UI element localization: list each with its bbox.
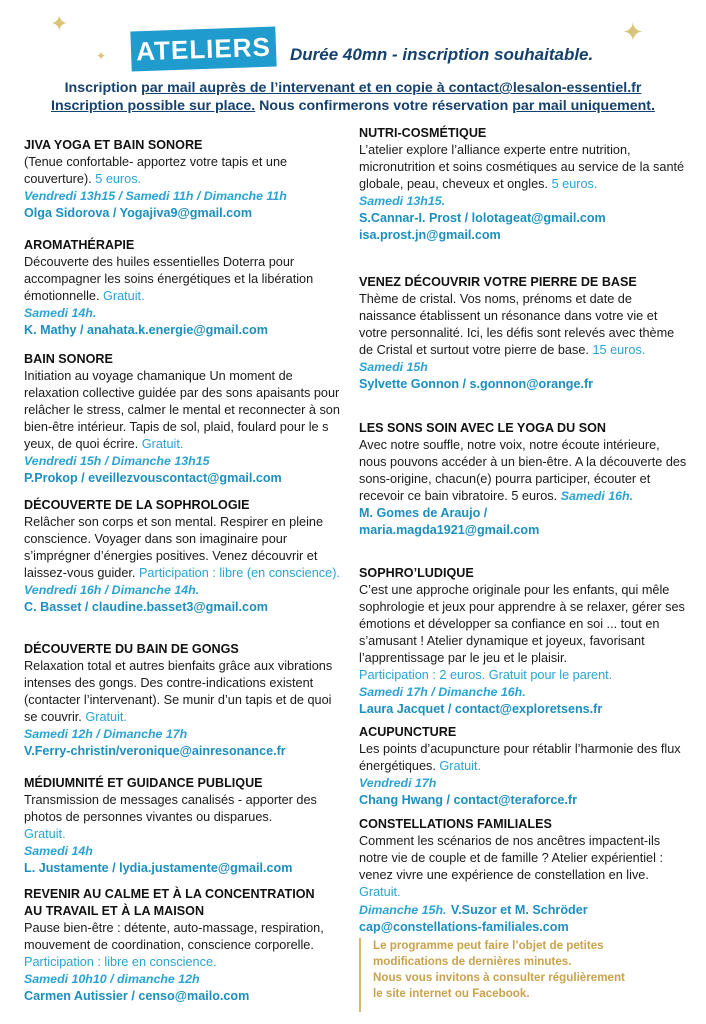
workshop-schedule: Samedi 13h15. <box>359 194 446 208</box>
workshop-contact[interactable]: Laura Jacquet / contact@exploretsens.fr <box>359 702 603 716</box>
workshop-jiva-yoga <box>24 137 346 222</box>
workshop-schedule: Samedi 15h <box>359 360 428 374</box>
workshop-price: Gratuit. <box>85 710 127 724</box>
intro-line-2: Inscription possible sur place. Nous confirmerons votre réservation par mail uniquement. <box>51 98 655 114</box>
workshop-price: Gratuit. <box>141 437 184 451</box>
workshop-contact[interactable]: cap@constellations-familiales.com <box>359 920 569 934</box>
workshop-title-line-2: AU TRAVAIL ET À LA MAISON <box>24 904 205 918</box>
workshop-description: Comment les scénarios de nos ancêtres impactent-ils notre vie de couple et de famille ? Atelier expérientiel : venez vivre une expérience de constellation en live. <box>359 834 663 882</box>
workshop-price: Gratuit. <box>24 827 66 841</box>
workshop-contact[interactable]: M. Gomes de Araujo / <box>359 506 488 520</box>
workshop-contact[interactable]: Carmen Autissier / censo@mailo.com <box>24 989 250 1003</box>
workshop-contact[interactable]: L. Justamente / lydia.justamente@gmail.com <box>24 861 293 875</box>
workshop-sophroludique <box>359 565 689 718</box>
workshop-schedule: Dimanche 15h. <box>359 903 447 917</box>
workshop-title: LES SONS SOIN AVEC LE YOGA DU SON <box>359 421 607 435</box>
workshop-description: Transmission de messages canalisés - apporter des photos de personnes vivantes ou disparues. <box>24 793 317 824</box>
workshop-description: (Tenue confortable- apportez votre tapis et une couverture). <box>24 155 288 186</box>
workshop-schedule: Vendredi 17h <box>359 776 437 790</box>
workshop-price: Gratuit. <box>103 289 145 303</box>
workshop-description: Initiation au voyage chamanique Un moment de relaxation collective guidée par des sons apaisants pour relâcher le stress, calmer le mental et reconnecter à son bien-être intérieur. Tapis de sol, plaid, foulard pour le s yeux, de quoi écrire. <box>24 369 340 451</box>
workshop-description: Découverte des huiles essentielles Doterra pour accompagner les soins énergétiques et la libération émotionnelle. <box>24 255 314 303</box>
workshop-schedule: Samedi 14h. <box>24 306 97 320</box>
workshop-contact[interactable]: Sylvette Gonnon / s.gonnon@orange.fr <box>359 377 594 391</box>
workshop-description: Pause bien-être : détente, auto-massage, respiration, mouvement de coordination, conscience corporelle. <box>24 921 324 952</box>
workshop-constellations <box>359 816 689 936</box>
workshop-description: Thème de cristal. Vos noms, prénoms et date de naissance établissent un résonance dans votre vie et votre personnalité. Ici, les défis sont relevés avec thème de Cristal et surtout votre pierre de base. <box>359 292 675 357</box>
workshop-nutri-cosmetique <box>359 125 689 244</box>
workshop-title: AROMATHÉRAPIE <box>24 238 135 252</box>
workshop-price: Participation : 2 euros. Gratuit pour le parent. <box>359 668 613 682</box>
mail-link[interactable]: par mail auprès de l’intervenant et en copie à contact@lesalon-essentiel.fr <box>141 80 642 96</box>
workshop-description: Avec notre souffle, notre voix, notre écoute intérieure, nous pouvons accéder à un bien-être. A la découverte des sons-origine, chacun(e) pourra participer, écouter et recevoir ce bain vibratoire. 5 euros. <box>359 438 687 503</box>
workshop-price: Participation : libre en conscience. <box>24 955 217 969</box>
workshop-calme-concentration <box>24 886 346 1005</box>
workshop-description: C’est une approche originale pour les enfants, qui mêle sophrologie et jeux pour apprendre à se relaxer, gérer ses émotions et développer sa confiance en soi ... tout en s’amusant ! Atelier dynamique et joyeux, favorisant l’apprentissage par le jeu et le plaisir. <box>359 583 685 665</box>
workshop-title: DÉCOUVERTE DE LA SOPHROLOGIE <box>24 498 250 512</box>
workshop-description: Relaxation total et autres bienfaits grâce aux vibrations intenses des gongs. Des contre-indications existent (contacter l’intervenant). Se munir d’un tapis et de quoi se couvrir. <box>24 659 333 724</box>
program-note: Le programme peut faire l’objet de petites modifications de dernières minutes. Nous vous invitons à consulter régulièrement le site internet ou Facebook. <box>359 938 691 1012</box>
workshop-title: VENEZ DÉCOUVRIR VOTRE PIERRE DE BASE <box>359 275 637 289</box>
duration-note: Durée 40mn - inscription souhaitable. <box>290 45 594 64</box>
workshop-contact[interactable]: Olga Sidorova / Yogajiva9@gmail.com <box>24 206 253 220</box>
workshop-contact[interactable]: K. Mathy / anahata.k.energie@gmail.com <box>24 323 268 337</box>
workshop-contact[interactable]: S.Cannar-I. Prost / lolotageat@gmail.com <box>359 211 606 225</box>
workshop-price: 5 euros. <box>95 172 142 186</box>
workshop-description: L’atelier explore l’alliance experte entre nutrition, micronutrition et soins cosmétiques au service de la santé globale, peau, cheveux et ongles. <box>359 143 685 191</box>
intro-line-1: Inscription par mail auprès de l’intervenant et en copie à contact@lesalon-essentiel.fr <box>64 80 642 96</box>
workshop-schedule: Samedi 14h <box>24 844 93 858</box>
workshop-schedule: Vendredi 16h / Dimanche 14h. <box>24 583 200 597</box>
workshop-pierre-de-base <box>359 274 689 393</box>
workshop-schedule: Samedi 10h10 / dimanche 12h <box>24 972 200 986</box>
workshop-contact[interactable]: Chang Hwang / contact@teraforce.fr <box>359 793 578 807</box>
workshop-schedule: Samedi 17h / Dimanche 16h. <box>359 685 526 699</box>
workshop-title: ACUPUNCTURE <box>359 725 457 739</box>
workshop-contact-2[interactable]: isa.prost.jn@gmail.com <box>359 228 501 242</box>
header-band <box>0 0 706 75</box>
workshop-title: REVENIR AU CALME ET À LA CONCENTRATION <box>24 887 315 901</box>
workshop-price: 15 euros. <box>592 343 646 357</box>
workshop-contact[interactable]: C. Basset / claudine.basset3@gmail.com <box>24 600 268 614</box>
workshop-title: MÉDIUMNITÉ ET GUIDANCE PUBLIQUE <box>24 776 263 790</box>
workshop-schedule: Vendredi 15h / Dimanche 13h15 <box>24 454 210 468</box>
star-icon: ✦ <box>622 18 644 48</box>
star-icon: ✦ <box>50 12 69 37</box>
workshop-schedule: Vendredi 13h15 / Samedi 11h / Dimanche 11h <box>24 189 287 203</box>
workshop-mediumnite <box>24 775 346 877</box>
ateliers-badge: ATELIERS <box>130 26 276 71</box>
workshop-title: SOPHRO’LUDIQUE <box>359 566 474 580</box>
workshop-sons-soin <box>359 420 689 539</box>
workshop-contact[interactable]: P.Prokop / eveillezvouscontact@gmail.com <box>24 471 282 485</box>
workshop-sophrologie <box>24 497 346 616</box>
workshop-description: Relâcher son corps et son mental. Respirer en pleine conscience. Voyager dans son imaginaire pour s’imprégner d’énergies positives. Venez découvrir et laissez-vous guider. <box>24 515 324 580</box>
workshop-description: Les points d’acupuncture pour rétablir l’harmonie des flux énergétiques. <box>359 742 681 773</box>
workshop-acupuncture <box>359 724 689 809</box>
workshop-title: NUTRI-COSMÉTIQUE <box>359 126 487 140</box>
workshop-title: BAIN SONORE <box>24 352 113 366</box>
workshop-bain-gongs <box>24 641 346 760</box>
workshop-bain-sonore <box>24 351 346 487</box>
workshop-title: CONSTELLATIONS FAMILIALES <box>359 817 552 831</box>
star-icon: ✦ <box>96 49 107 63</box>
workshop-aromatherapie <box>24 237 346 339</box>
workshop-price: Participation : libre (en conscience). <box>138 566 340 580</box>
workshop-schedule: Samedi 12h / Dimanche 17h <box>24 727 188 741</box>
workshop-title: DÉCOUVERTE DU BAIN DE GONGS <box>24 642 239 656</box>
workshop-price: Gratuit. <box>359 885 401 899</box>
workshop-price: 5 euros. <box>551 177 598 191</box>
workshop-price: Gratuit. <box>439 759 482 773</box>
workshop-title: JIVA YOGA ET BAIN SONORE <box>24 138 203 152</box>
workshop-contact-2[interactable]: maria.magda1921@gmail.com <box>359 523 540 537</box>
workshop-contact[interactable]: V.Ferry-christin/veronique@ainresonance.fr <box>24 744 286 758</box>
workshop-contact-name: V.Suzor et M. Schröder <box>450 903 588 917</box>
workshop-schedule: Samedi 16h. <box>560 489 634 503</box>
